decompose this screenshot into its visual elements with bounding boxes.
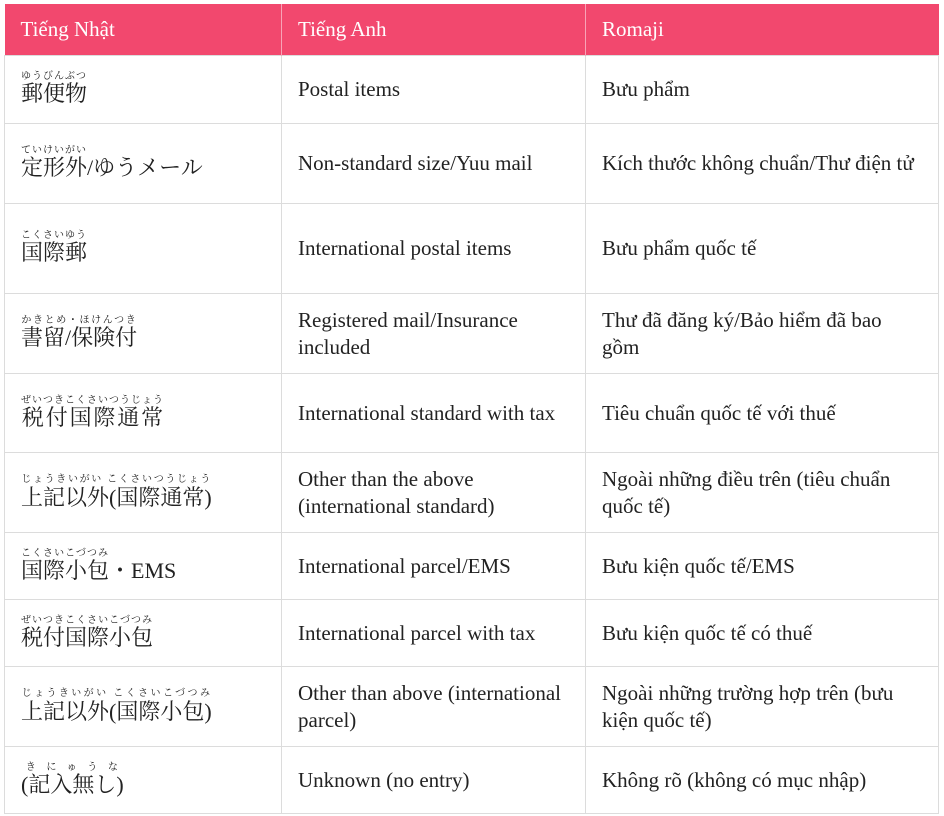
kanji-text: 郵便物 [21, 81, 88, 106]
furigana: ていけいがい [21, 145, 88, 156]
furigana: ぜいつきこくさいこづつみ [21, 614, 153, 626]
kanji [21, 547, 110, 583]
english-cell: Postal items [282, 56, 586, 124]
japanese-word [21, 547, 177, 583]
vietnamese-cell: Bưu phẩm [586, 56, 939, 124]
vietnamese-cell: Ngoài những trường hợp trên (bưu kiện quốc tế) [586, 667, 939, 747]
kanji-text: 上記以外(国際小包) [21, 698, 212, 724]
table-row [5, 56, 939, 124]
vietnamese-cell: Tiêu chuẩn quốc tế với thuế [586, 374, 939, 453]
japanese-suffix: /ゆうメール [87, 155, 203, 180]
furigana: こくさいゆう [21, 230, 88, 241]
vocabulary-table [4, 4, 939, 814]
japanese-cell [5, 124, 282, 204]
table-row [5, 294, 939, 374]
japanese-cell [5, 56, 282, 124]
japanese-word [21, 145, 203, 180]
kanji [21, 687, 212, 724]
table-row [5, 124, 939, 204]
japanese-cell [5, 533, 282, 600]
english-cell: International parcel with tax [282, 600, 586, 667]
english-cell: Registered mail/Insurance included [282, 294, 586, 374]
kanji [21, 761, 124, 797]
vietnamese-cell: Thư đã đăng ký/Bảo hiểm đã bao gồm [586, 294, 939, 374]
kanji [21, 394, 164, 430]
furigana: かきとめ・ほけんつき [21, 315, 138, 326]
furigana: きにゅうな [21, 761, 124, 773]
kanji [21, 145, 88, 180]
header-row [5, 4, 939, 56]
kanji-text: 税付国際小包 [21, 624, 154, 650]
furigana: ゆうびんぶつ [21, 71, 88, 82]
kanji-text: 定形外 [21, 155, 88, 180]
kanji-text: 国際小包 [21, 557, 110, 583]
furigana: こくさいこづつみ [21, 547, 109, 559]
english-cell: Other than above (international parcel) [282, 667, 586, 747]
furigana: じょうきいがい こくさいこづつみ [21, 687, 212, 699]
furigana: じょうきいがい こくさいつうじょう [21, 473, 212, 485]
japanese-word [21, 71, 88, 106]
japanese-cell [5, 294, 282, 374]
english-cell: Non-standard size/Yuu mail [282, 124, 586, 204]
header-english: Tiếng Anh [282, 4, 586, 56]
japanese-cell [5, 453, 282, 533]
english-cell: International postal items [282, 204, 586, 294]
table-row [5, 667, 939, 747]
japanese-word [21, 761, 124, 797]
japanese-cell [5, 204, 282, 294]
japanese-cell [5, 600, 282, 667]
japanese-word [21, 230, 88, 265]
furigana: ぜいつきこくさいつうじょう [21, 394, 164, 406]
header-romaji: Romaji [586, 4, 939, 56]
kanji [21, 230, 88, 265]
japanese-cell [5, 667, 282, 747]
kanji [21, 614, 154, 650]
vietnamese-cell: Ngoài những điều trên (tiêu chuẩn quốc tế) [586, 453, 939, 533]
japanese-word [21, 473, 212, 510]
kanji-text: 税付国際通常 [21, 404, 164, 430]
vietnamese-cell: Bưu kiện quốc tế có thuế [586, 600, 939, 667]
table-row [5, 600, 939, 667]
english-cell: Unknown (no entry) [282, 747, 586, 814]
vietnamese-cell: Bưu kiện quốc tế/EMS [586, 533, 939, 600]
header-japanese: Tiếng Nhật [5, 4, 282, 56]
japanese-word [21, 687, 212, 724]
table-header [5, 4, 939, 56]
japanese-cell [5, 747, 282, 814]
vietnamese-cell: Bưu phẩm quốc tế [586, 204, 939, 294]
vietnamese-cell: Không rõ (không có mục nhập) [586, 747, 939, 814]
kanji [21, 71, 88, 106]
table-row [5, 747, 939, 814]
japanese-cell [5, 374, 282, 453]
table-row [5, 453, 939, 533]
kanji-text: 国際郵 [21, 240, 88, 265]
english-cell: International parcel/EMS [282, 533, 586, 600]
japanese-word [21, 614, 154, 650]
kanji [21, 473, 212, 510]
english-cell: International standard with tax [282, 374, 586, 453]
table-row [5, 374, 939, 453]
japanese-word [21, 394, 164, 430]
vietnamese-cell: Kích thước không chuẩn/Thư điện tử [586, 124, 939, 204]
kanji [21, 315, 138, 350]
kanji-text: (記入無し) [21, 771, 124, 797]
table-row [5, 204, 939, 294]
japanese-word [21, 315, 138, 350]
table-body [5, 56, 939, 814]
english-cell: Other than the above (international standard) [282, 453, 586, 533]
table-row [5, 533, 939, 600]
kanji-text: 書留/保険付 [21, 325, 138, 350]
kanji-text: 上記以外(国際通常) [21, 484, 212, 510]
japanese-suffix: ・EMS [109, 557, 177, 583]
